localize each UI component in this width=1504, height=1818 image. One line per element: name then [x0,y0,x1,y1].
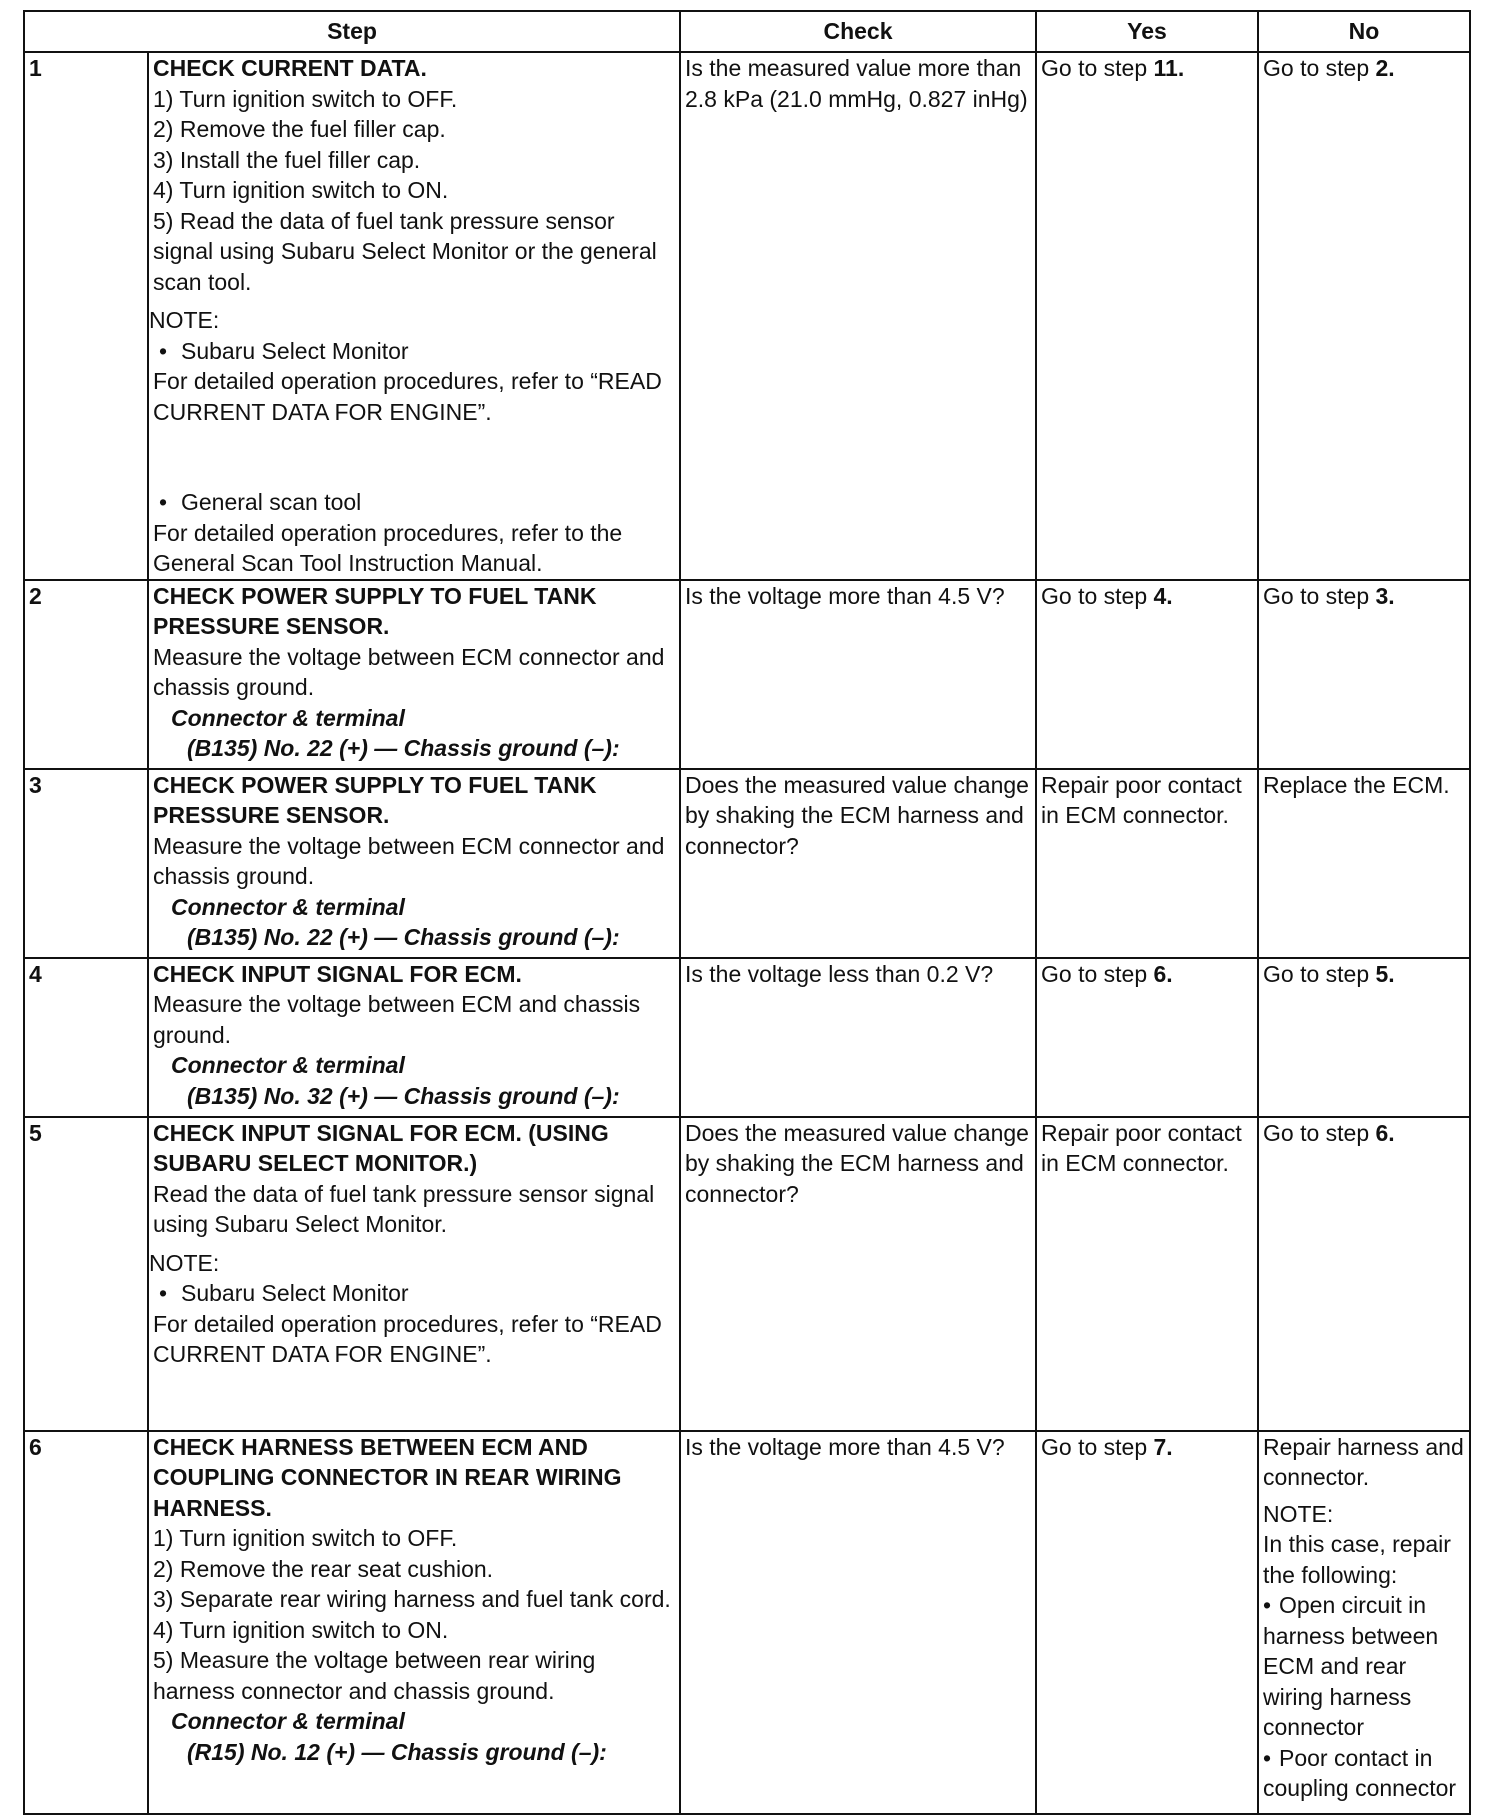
step-cell [148,769,680,958]
substep: 2) Remove the fuel filler cap. [153,116,446,142]
step-cell [148,958,680,1117]
connector-terminal: (R15) No. 12 (+) — Chassis ground (–): [187,1738,607,1765]
table-row [24,580,1470,769]
substep: 2) Remove the rear seat cushion. [153,1555,494,1582]
connector-label: Connector & terminal [171,893,405,920]
check-cell: Does the measured value change by shaking the ECM harness and connector? [680,1117,1036,1431]
step-title: CHECK POWER SUPPLY TO FUEL TANK PRESSURE SENSOR. [153,771,597,828]
note-label: NOTE: [149,1249,220,1276]
table-row [24,1117,1470,1431]
step-number: 1 [24,52,148,580]
connector-label: Connector & terminal [171,704,405,731]
substep: 4) Turn ignition switch to ON. [153,177,449,203]
no-cell: Replace the ECM. [1258,769,1470,958]
no-cell [1258,958,1470,1117]
note-text: For detailed operation procedures, refer to “READ CURRENT DATA FOR ENGINE”. [153,368,662,425]
step-title: CHECK INPUT SIGNAL FOR ECM. [153,960,522,987]
note-label: NOTE: [149,307,220,333]
yes-cell [1036,1431,1258,1814]
no-text: Go to step [1263,582,1376,609]
step-number: 3 [24,769,148,958]
note-bullet: • Poor contact in coupling connector [1263,1743,1465,1804]
step-number: 4 [24,958,148,1117]
no-cell [1258,52,1470,580]
substep: 4) Turn ignition switch to ON. [153,1616,449,1643]
yes-step-ref: 7. [1153,1433,1173,1460]
yes-cell: Repair poor contact in ECM connector. [1036,1117,1258,1431]
step-cell [148,580,680,769]
step-cell [148,1117,680,1431]
note-bullet: • General scan tool [159,487,675,518]
substep: 3) Separate rear wiring harness and fuel tank cord. [153,1586,671,1612]
no-text: Go to step [1263,55,1376,81]
diagnostic-table [23,10,1471,1815]
no-cell [1258,1431,1470,1814]
note-bullet: • Subaru Select Monitor [159,1278,675,1309]
step-title: CHECK HARNESS BETWEEN ECM AND COUPLING CONNECTOR IN REAR WIRING HARNESS. [153,1433,622,1521]
substep: 5) Measure the voltage between rear wiring harness connector and chassis ground. [153,1647,596,1704]
no-cell [1258,580,1470,769]
yes-cell [1036,52,1258,580]
header-check: Check [680,11,1036,52]
step-number: 5 [24,1117,148,1431]
step-detail: Measure the voltage between ECM connector and chassis ground. [153,643,665,700]
yes-text: Go to step [1041,55,1154,81]
check-cell: Does the measured value change by shaking the ECM harness and connector? [680,769,1036,958]
substep: 1) Turn ignition switch to OFF. [153,1525,458,1551]
no-cell [1258,1117,1470,1431]
step-title: CHECK POWER SUPPLY TO FUEL TANK PRESSURE SENSOR. [153,582,597,639]
table-row [24,958,1470,1117]
yes-cell [1036,580,1258,769]
yes-cell: Repair poor contact in ECM connector. [1036,769,1258,958]
check-cell: Is the measured value more than 2.8 kPa (21.0 mmHg, 0.827 inHg) [680,52,1036,580]
step-number: 6 [24,1431,148,1814]
step-number: 2 [24,580,148,769]
check-cell: Is the voltage more than 4.5 V? [680,580,1036,769]
note-text: For detailed operation procedures, refer to “READ CURRENT DATA FOR ENGINE”. [153,1310,662,1367]
no-text: Go to step [1263,960,1376,987]
yes-cell [1036,958,1258,1117]
check-cell: Is the voltage less than 0.2 V? [680,958,1036,1117]
yes-step-ref: 11. [1153,55,1185,81]
no-text: Repair harness and connector. [1263,1433,1464,1490]
connector-label: Connector & terminal [171,1708,405,1734]
header-no: No [1258,11,1470,52]
substep: 3) Install the fuel filler cap. [153,146,421,173]
note-bullet: • Open circuit in harness between ECM and rear wiring harness connector [1263,1590,1465,1743]
header-yes: Yes [1036,11,1258,52]
substep: 1) Turn ignition switch to OFF. [153,85,458,112]
step-detail: Measure the voltage between ECM connector and chassis ground. [153,832,665,889]
spacer [153,427,675,487]
no-step-ref: 5. [1375,960,1395,987]
note-bullet: • Subaru Select Monitor [159,336,675,367]
yes-text: Go to step [1041,960,1154,987]
note-text: For detailed operation procedures, refer to the General Scan Tool Instruction Manual. [153,519,623,576]
connector-terminal: (B135) No. 22 (+) — Chassis ground (–): [187,924,620,950]
substep: 5) Read the data of fuel tank pressure sensor signal using Subaru Select Monitor or the general scan tool. [153,207,657,295]
step-detail: Read the data of fuel tank pressure sensor signal using Subaru Select Monitor. [153,1180,655,1237]
connector-terminal: (B135) No. 32 (+) — Chassis ground (–): [187,1082,620,1109]
step-cell [148,1431,680,1814]
check-cell: Is the voltage more than 4.5 V? [680,1431,1036,1814]
step-cell [148,52,680,580]
yes-text: Go to step [1041,1433,1154,1460]
table-row [24,52,1470,580]
yes-step-ref: 6. [1153,960,1173,987]
note-label: NOTE: [1263,1500,1334,1527]
connector-terminal: (B135) No. 22 (+) — Chassis ground (–): [187,735,620,761]
no-step-ref: 3. [1375,582,1395,609]
no-text: Go to step [1263,1119,1376,1146]
step-title: CHECK INPUT SIGNAL FOR ECM. (USING SUBARU SELECT MONITOR.) [153,1119,609,1176]
table-row [24,1431,1470,1814]
table-row [24,769,1470,958]
step-detail: Measure the voltage between ECM and chassis ground. [153,991,641,1048]
header-row [24,11,1470,52]
connector-label: Connector & terminal [171,1052,405,1078]
header-step: Step [24,11,680,52]
yes-step-ref: 4. [1153,582,1173,609]
note-text: In this case, repair the following: [1263,1531,1451,1588]
step-title: CHECK CURRENT DATA. [153,55,427,81]
no-step-ref: 6. [1375,1119,1395,1146]
no-step-ref: 2. [1375,55,1395,81]
yes-text: Go to step [1041,582,1154,609]
